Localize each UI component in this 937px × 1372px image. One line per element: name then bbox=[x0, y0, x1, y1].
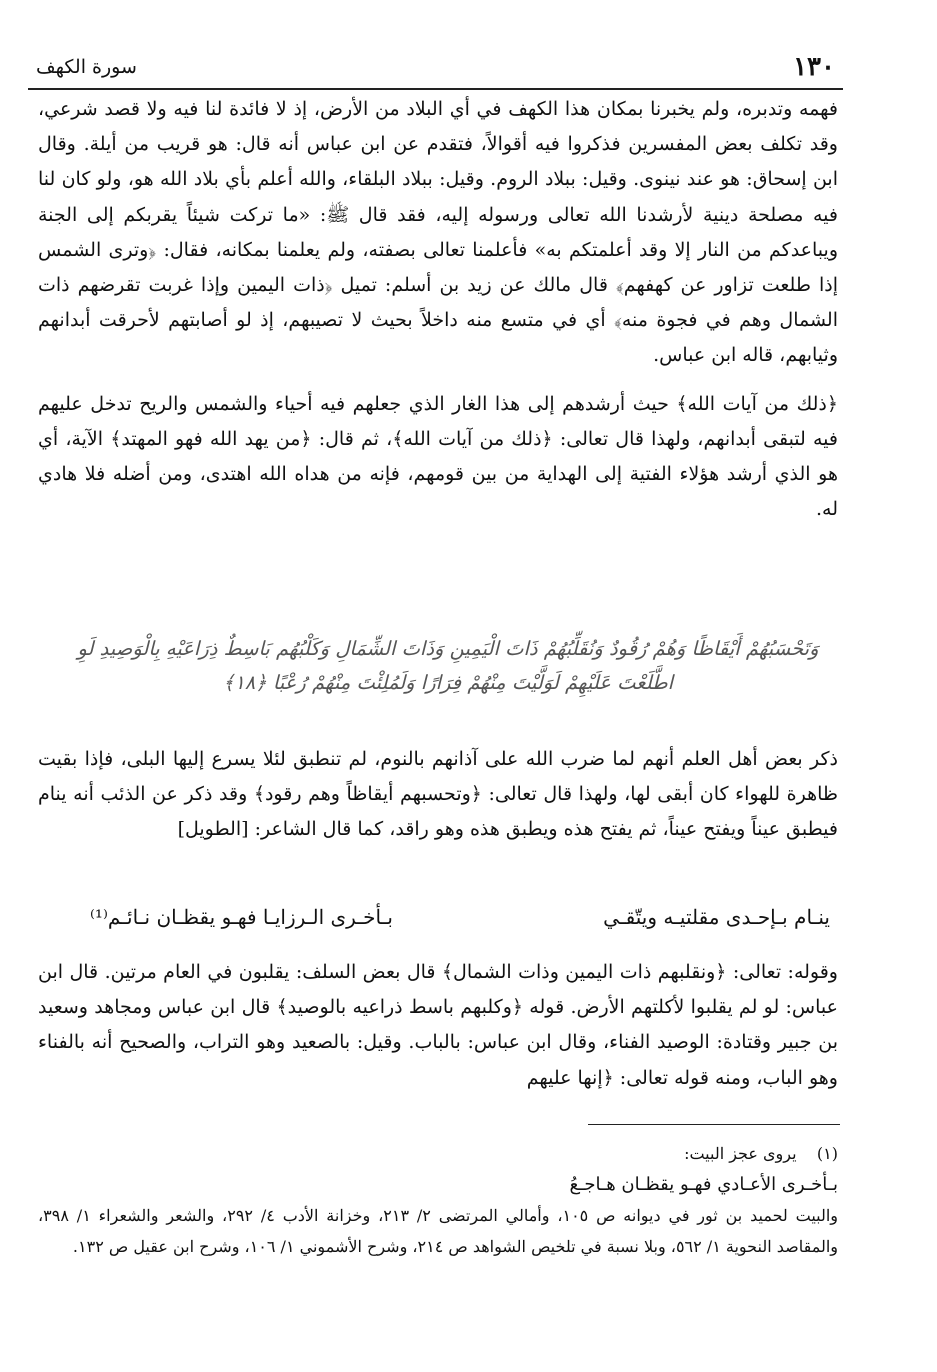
body-text-section-2 bbox=[38, 742, 838, 848]
footnote-divider bbox=[588, 1124, 840, 1125]
footnotes bbox=[38, 1138, 838, 1262]
body-text-section-1 bbox=[38, 92, 838, 527]
poem-verse bbox=[90, 905, 830, 945]
footnote-number: (١) bbox=[816, 1144, 838, 1163]
poem-first-hemistich: ينـام بـإحـدى مقلتيـه ويتّقـي bbox=[603, 905, 830, 929]
footnote-intro: يروى عجز البيت: bbox=[684, 1144, 797, 1163]
footnote-verse: بـأخـرى الأعـادي فهـو يقظـان هـاجـعُ bbox=[569, 1174, 838, 1195]
page-number: ١٣٠ bbox=[793, 52, 835, 82]
footnote-source: والبيت لحميد بن ثور في ديوانه ص ١٠٥، وأمالي المرتضى ٢/ ٢١٣، وخزانة الأدب ٤/ ٢٩٢، والشعر والشعراء ١/ ٣٩٨، والمقاصد النحوية ١/ ٥٦٢، وبلا نسبة في تلخيص الشواهد ص ٢١٤، وشرح الأشموني ١/ ١٠٦، وشرح ابن عقيل ص ١٣٢. bbox=[38, 1206, 839, 1256]
paragraph: وقوله: تعالى: ﴿ونقلبهم ذات اليمين وذات الشمال﴾ قال بعض السلف: يقلبون في العام مرتين. قال ابن عباس: لو لم يقلبوا لأكلتهم الأرض. قوله ﴿وكلبهم باسط ذراعيه بالوصيد﴾ قال ابن عباس ومجاهد وسعيد بن جبير وقتادة: الوصيد الفناء، وقال ابن عباس: بالباب. وقيل: بالصعيد وهو التراب، والصحيح أنه بالفناء وهو الباب، ومنه قوله تعالى: ﴿إنها عليهم bbox=[38, 961, 838, 1089]
footnote-intro-line bbox=[38, 1138, 838, 1169]
paragraph: ذكر بعض أهل العلم أنهم لما ضرب الله على آذانهم بالنوم، لم تنطبق لئلا يسرع إليها البلى، فإذا بقيت ظاهرة للهواء كان أبقى لها، ولهذا قال تعالى: ﴿وتحسبهم أيقاظاً وهم رقود﴾ وقد ذكر عن الذئب أنه ينام فيطبق عيناً ويفتح عيناً، ثم يفتح هذه ويطبق هذه وهو راقد، كما قال الشاعر: [الطويل] bbox=[38, 748, 838, 841]
body-text-section-3 bbox=[38, 955, 838, 1096]
paragraph: فهمه وتدبره، ولم يخبرنا بمكان هذا الكهف في أي البلاد من الأرض، إذ لا فائدة لنا فيه ولا قصد شرعي، وقد تكلف بعض المفسرين فذكروا فيه أقوالاً، فتقدم عن ابن عباس أنه قال: هو قريب من أيلة. وقال ابن إسحاق: هو عند نينوى. وقيل: ببلاد الروم. وقيل: ببلاد البلقاء، والله أعلم بأي بلاد الله هو، ولو كان لنا فيه مصلحة دينية لأرشدنا الله تعالى ورسوله إليه، فقد قال ﷺ: «ما تركت شيئاً يقربكم إلى الجنة ويباعدكم من النار إلا وقد أعلمتكم به» فأعلمنا تعالى بصفته، ولم يعلمنا بمكانه، فقال: ﴿وترى الشمس إذا طلعت تزاور عن كهفهم﴾ قال مالك عن زيد بن أسلم: تميل ﴿ذات اليمين وإذا غربت تقرضهم ذات الشمال وهم في فجوة منه﴾ أي في متسع منه داخلاً بحيث لا تصيبهم، إذ لو أصابتهم لأحرقت أبدانهم وثيابهم، قاله ابن عباس. bbox=[38, 98, 838, 367]
quran-verse-line: اطَّلَعْتَ عَلَيْهِمْ لَوَلَّيْتَ مِنْهُمْ فِرَارًا وَلَمُلِئْتَ مِنْهُمْ رُعْبًا ﴿١٨﴾ bbox=[222, 671, 674, 694]
paragraph: ﴿ذلك من آيات الله﴾ حيث أرشدهم إلى هذا الغار الذي جعلهم فيه أحياء والشمس والريح تدخل عليهم فيه لتبقى أبدانهم، ولهذا قال تعالى: ﴿ذلك من آيات الله﴾، ثم قال: ﴿من يهد الله فهو المهتد﴾ الآية، أي هو الذي أرشد هؤلاء الفتية إلى الهداية من بين قومهم، فإنه من هداه الله اهتدى، ومن أضله فلا هادي له. bbox=[38, 392, 838, 521]
surah-title: سورة الكهف bbox=[36, 56, 137, 78]
quran-verse-block bbox=[58, 632, 838, 700]
page-header bbox=[28, 48, 843, 90]
quran-verse-line: وَتَحْسَبُهُمْ أَيْقَاظًا وَهُمْ رُقُودٌ وَنُقَلِّبُهُمْ ذَاتَ الْيَمِينِ وَذَاتَ الشِّمَالِ وَكَلْبُهُم بَاسِطٌ ذِرَاعَيْهِ بِالْوَصِيدِ لَوِ bbox=[77, 637, 819, 660]
poem-second-hemistich: بـأخـرى الـرزايـا فهـو يقظـان نـائـم⁽¹⁾ bbox=[90, 905, 393, 929]
